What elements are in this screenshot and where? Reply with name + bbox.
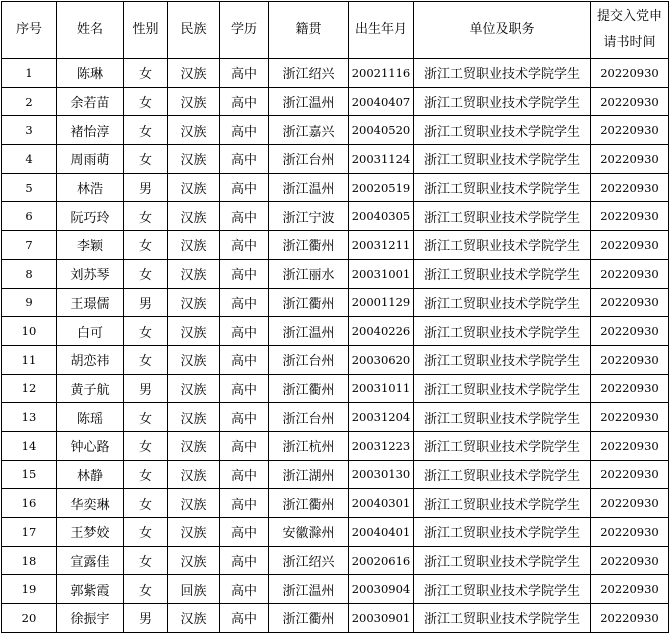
cell-unit-position: 浙江工贸职业技术学院学生	[414, 59, 591, 88]
cell-name: 宣露佳	[57, 546, 124, 575]
cell-name: 郭紫霞	[57, 575, 124, 604]
table-row	[2, 59, 669, 88]
cell-native-place: 浙江衢州	[269, 489, 349, 518]
cell-application-date: 20220930	[591, 489, 669, 518]
cell-ethnicity: 汉族	[168, 518, 220, 547]
cell-name: 刘苏琴	[57, 259, 124, 288]
cell-ethnicity: 汉族	[168, 173, 220, 202]
cell-gender: 男	[124, 288, 168, 317]
cell-name: 黄子航	[57, 374, 124, 403]
cell-application-date: 20220930	[591, 604, 669, 633]
cell-education: 高中	[220, 575, 269, 604]
cell-education: 高中	[220, 317, 269, 346]
table-row	[2, 317, 669, 346]
cell-unit-position: 浙江工贸职业技术学院学生	[414, 116, 591, 145]
header-cell-birth-date: 出生年月	[349, 2, 414, 59]
table-body	[2, 59, 669, 633]
cell-index: 17	[2, 518, 57, 547]
cell-gender: 男	[124, 374, 168, 403]
cell-education: 高中	[220, 116, 269, 145]
cell-birth-date: 20021116	[349, 59, 414, 88]
cell-name: 李颖	[57, 231, 124, 260]
cell-education: 高中	[220, 604, 269, 633]
cell-ethnicity: 汉族	[168, 87, 220, 116]
cell-native-place: 浙江台州	[269, 145, 349, 174]
cell-native-place: 浙江台州	[269, 403, 349, 432]
cell-gender: 男	[124, 604, 168, 633]
cell-application-date: 20220930	[591, 546, 669, 575]
cell-gender: 女	[124, 231, 168, 260]
cell-birth-date: 20020519	[349, 173, 414, 202]
cell-unit-position: 浙江工贸职业技术学院学生	[414, 403, 591, 432]
cell-birth-date: 20031204	[349, 403, 414, 432]
header-cell-application-date: 提交入党申请书时间	[591, 2, 669, 59]
cell-birth-date: 20040226	[349, 317, 414, 346]
cell-birth-date: 20030130	[349, 460, 414, 489]
table-row	[2, 460, 669, 489]
cell-name: 王璟儒	[57, 288, 124, 317]
cell-unit-position: 浙江工贸职业技术学院学生	[414, 259, 591, 288]
cell-name: 阮巧玲	[57, 202, 124, 231]
cell-ethnicity: 汉族	[168, 116, 220, 145]
cell-birth-date: 20031124	[349, 145, 414, 174]
header-cell-index: 序号	[2, 2, 57, 59]
cell-index: 19	[2, 575, 57, 604]
cell-index: 7	[2, 231, 57, 260]
cell-education: 高中	[220, 288, 269, 317]
cell-birth-date: 20031211	[349, 231, 414, 260]
table-row	[2, 87, 669, 116]
cell-native-place: 浙江衢州	[269, 231, 349, 260]
cell-unit-position: 浙江工贸职业技术学院学生	[414, 604, 591, 633]
cell-application-date: 20220930	[591, 59, 669, 88]
cell-ethnicity: 汉族	[168, 460, 220, 489]
cell-native-place: 浙江衢州	[269, 288, 349, 317]
cell-name: 华奕琳	[57, 489, 124, 518]
cell-native-place: 浙江温州	[269, 173, 349, 202]
cell-gender: 女	[124, 317, 168, 346]
cell-unit-position: 浙江工贸职业技术学院学生	[414, 431, 591, 460]
cell-ethnicity: 汉族	[168, 345, 220, 374]
cell-ethnicity: 汉族	[168, 403, 220, 432]
cell-gender: 女	[124, 546, 168, 575]
cell-gender: 女	[124, 145, 168, 174]
cell-index: 2	[2, 87, 57, 116]
cell-gender: 女	[124, 431, 168, 460]
cell-education: 高中	[220, 345, 269, 374]
cell-native-place: 浙江绍兴	[269, 59, 349, 88]
cell-native-place: 浙江温州	[269, 575, 349, 604]
table-row	[2, 546, 669, 575]
cell-unit-position: 浙江工贸职业技术学院学生	[414, 288, 591, 317]
cell-native-place: 浙江湖州	[269, 460, 349, 489]
cell-application-date: 20220930	[591, 231, 669, 260]
cell-unit-position: 浙江工贸职业技术学院学生	[414, 202, 591, 231]
cell-native-place: 浙江温州	[269, 317, 349, 346]
cell-education: 高中	[220, 518, 269, 547]
cell-name: 徐振宇	[57, 604, 124, 633]
member-table	[1, 1, 669, 633]
cell-index: 16	[2, 489, 57, 518]
cell-birth-date: 20020616	[349, 546, 414, 575]
cell-ethnicity: 汉族	[168, 231, 220, 260]
cell-education: 高中	[220, 546, 269, 575]
cell-gender: 女	[124, 460, 168, 489]
cell-birth-date: 20030620	[349, 345, 414, 374]
header-cell-unit-position: 单位及职务	[414, 2, 591, 59]
header-cell-ethnicity: 民族	[168, 2, 220, 59]
table-row	[2, 575, 669, 604]
cell-name: 林静	[57, 460, 124, 489]
cell-application-date: 20220930	[591, 145, 669, 174]
cell-education: 高中	[220, 87, 269, 116]
cell-unit-position: 浙江工贸职业技术学院学生	[414, 489, 591, 518]
cell-birth-date: 20040301	[349, 489, 414, 518]
cell-unit-position: 浙江工贸职业技术学院学生	[414, 345, 591, 374]
cell-ethnicity: 回族	[168, 575, 220, 604]
cell-index: 9	[2, 288, 57, 317]
cell-index: 1	[2, 59, 57, 88]
cell-name: 陈瑶	[57, 403, 124, 432]
cell-birth-date: 20030901	[349, 604, 414, 633]
cell-unit-position: 浙江工贸职业技术学院学生	[414, 173, 591, 202]
cell-application-date: 20220930	[591, 202, 669, 231]
cell-education: 高中	[220, 403, 269, 432]
table-row	[2, 489, 669, 518]
cell-education: 高中	[220, 431, 269, 460]
cell-index: 8	[2, 259, 57, 288]
table-row	[2, 288, 669, 317]
cell-ethnicity: 汉族	[168, 489, 220, 518]
table-row	[2, 518, 669, 547]
table-row	[2, 202, 669, 231]
cell-gender: 女	[124, 518, 168, 547]
cell-gender: 女	[124, 575, 168, 604]
cell-ethnicity: 汉族	[168, 604, 220, 633]
cell-name: 钟心路	[57, 431, 124, 460]
cell-education: 高中	[220, 202, 269, 231]
cell-gender: 男	[124, 173, 168, 202]
cell-application-date: 20220930	[591, 575, 669, 604]
cell-ethnicity: 汉族	[168, 546, 220, 575]
cell-name: 周雨萌	[57, 145, 124, 174]
cell-native-place: 浙江丽水	[269, 259, 349, 288]
cell-index: 13	[2, 403, 57, 432]
cell-gender: 女	[124, 403, 168, 432]
cell-birth-date: 20031223	[349, 431, 414, 460]
cell-education: 高中	[220, 231, 269, 260]
table-row	[2, 604, 669, 633]
cell-index: 12	[2, 374, 57, 403]
cell-education: 高中	[220, 173, 269, 202]
cell-application-date: 20220930	[591, 173, 669, 202]
table-row	[2, 231, 669, 260]
cell-native-place: 安徽滁州	[269, 518, 349, 547]
cell-application-date: 20220930	[591, 460, 669, 489]
cell-application-date: 20220930	[591, 116, 669, 145]
cell-unit-position: 浙江工贸职业技术学院学生	[414, 460, 591, 489]
cell-education: 高中	[220, 59, 269, 88]
cell-gender: 女	[124, 59, 168, 88]
cell-education: 高中	[220, 259, 269, 288]
cell-ethnicity: 汉族	[168, 202, 220, 231]
table-row	[2, 403, 669, 432]
cell-unit-position: 浙江工贸职业技术学院学生	[414, 575, 591, 604]
cell-ethnicity: 汉族	[168, 145, 220, 174]
cell-education: 高中	[220, 145, 269, 174]
cell-gender: 女	[124, 87, 168, 116]
cell-application-date: 20220930	[591, 431, 669, 460]
cell-ethnicity: 汉族	[168, 288, 220, 317]
cell-birth-date: 20031001	[349, 259, 414, 288]
cell-ethnicity: 汉族	[168, 317, 220, 346]
cell-index: 15	[2, 460, 57, 489]
cell-application-date: 20220930	[591, 259, 669, 288]
cell-unit-position: 浙江工贸职业技术学院学生	[414, 518, 591, 547]
header-cell-name: 姓名	[57, 2, 124, 59]
cell-index: 18	[2, 546, 57, 575]
cell-gender: 女	[124, 259, 168, 288]
cell-name: 余若苗	[57, 87, 124, 116]
cell-native-place: 浙江温州	[269, 87, 349, 116]
table-row	[2, 431, 669, 460]
cell-index: 5	[2, 173, 57, 202]
cell-birth-date: 20030904	[349, 575, 414, 604]
cell-birth-date: 20040401	[349, 518, 414, 547]
cell-unit-position: 浙江工贸职业技术学院学生	[414, 317, 591, 346]
header-cell-native-place: 籍贯	[269, 2, 349, 59]
table-row	[2, 145, 669, 174]
cell-birth-date: 20040407	[349, 87, 414, 116]
cell-gender: 女	[124, 202, 168, 231]
table-row	[2, 116, 669, 145]
cell-native-place: 浙江绍兴	[269, 546, 349, 575]
cell-native-place: 浙江嘉兴	[269, 116, 349, 145]
cell-application-date: 20220930	[591, 518, 669, 547]
cell-application-date: 20220930	[591, 374, 669, 403]
cell-application-date: 20220930	[591, 403, 669, 432]
cell-index: 11	[2, 345, 57, 374]
table-row	[2, 374, 669, 403]
cell-application-date: 20220930	[591, 317, 669, 346]
cell-index: 3	[2, 116, 57, 145]
table-row	[2, 345, 669, 374]
cell-ethnicity: 汉族	[168, 59, 220, 88]
cell-gender: 女	[124, 489, 168, 518]
cell-native-place: 浙江宁波	[269, 202, 349, 231]
cell-name: 陈琳	[57, 59, 124, 88]
table-row	[2, 259, 669, 288]
cell-education: 高中	[220, 489, 269, 518]
cell-application-date: 20220930	[591, 288, 669, 317]
cell-native-place: 浙江衢州	[269, 374, 349, 403]
cell-unit-position: 浙江工贸职业技术学院学生	[414, 145, 591, 174]
cell-unit-position: 浙江工贸职业技术学院学生	[414, 231, 591, 260]
cell-name: 胡恋祎	[57, 345, 124, 374]
cell-native-place: 浙江衢州	[269, 604, 349, 633]
cell-education: 高中	[220, 460, 269, 489]
cell-birth-date: 20001129	[349, 288, 414, 317]
cell-unit-position: 浙江工贸职业技术学院学生	[414, 374, 591, 403]
cell-ethnicity: 汉族	[168, 431, 220, 460]
cell-ethnicity: 汉族	[168, 374, 220, 403]
cell-name: 王梦姣	[57, 518, 124, 547]
header-cell-education: 学历	[220, 2, 269, 59]
cell-application-date: 20220930	[591, 345, 669, 374]
cell-gender: 女	[124, 345, 168, 374]
cell-birth-date: 20031011	[349, 374, 414, 403]
cell-ethnicity: 汉族	[168, 259, 220, 288]
table-row	[2, 173, 669, 202]
cell-birth-date: 20040520	[349, 116, 414, 145]
cell-unit-position: 浙江工贸职业技术学院学生	[414, 87, 591, 116]
header-cell-gender: 性别	[124, 2, 168, 59]
cell-name: 林浩	[57, 173, 124, 202]
cell-index: 4	[2, 145, 57, 174]
cell-name: 白可	[57, 317, 124, 346]
cell-index: 10	[2, 317, 57, 346]
header-row	[2, 2, 669, 59]
cell-birth-date: 20040305	[349, 202, 414, 231]
cell-native-place: 浙江台州	[269, 345, 349, 374]
cell-gender: 女	[124, 116, 168, 145]
cell-name: 褚怡淳	[57, 116, 124, 145]
cell-education: 高中	[220, 374, 269, 403]
cell-index: 20	[2, 604, 57, 633]
cell-native-place: 浙江杭州	[269, 431, 349, 460]
cell-unit-position: 浙江工贸职业技术学院学生	[414, 546, 591, 575]
cell-index: 6	[2, 202, 57, 231]
cell-application-date: 20220930	[591, 87, 669, 116]
cell-index: 14	[2, 431, 57, 460]
